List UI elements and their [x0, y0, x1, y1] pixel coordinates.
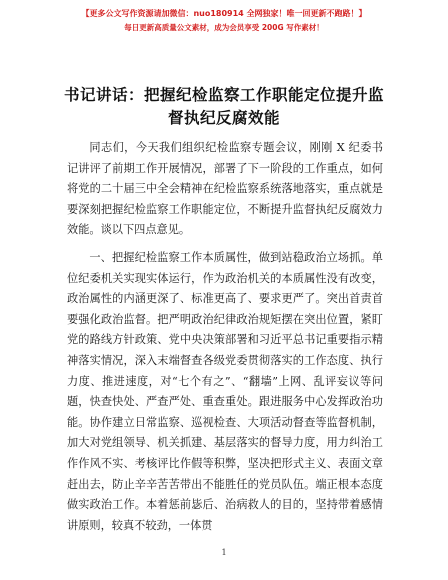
banner-line-2: 每日更新高质量公文素材，成为会员享受 200G 写作素材！	[124, 23, 324, 32]
promo-banner	[0, 8, 448, 34]
page-number: 1	[221, 548, 227, 557]
paragraph: 一、把握纪检监察工作本质属性，做到站稳政治立场抓。单位纪委机关实现实体运行，作为政治机关的本质属性没有改变，政治属性的内涵更深了、标准更高了、要求更严了。突出首责首要强化政治监督。把严明政治纪律政治规矩摆在突出位置，紧盯党的路线方针政策、党中央决策部署和习近平总书记重要指示精神落实情况，深入末端督查各级党委贯彻落实的工作态度、执行力度、推进速度，对“七个有之”、“翻墙”上网、乱评妄议等问题，快查快处、严查严处、重查重处。跟进服务中心发挥政治功能。协作建立日常监察、巡视检查、大项活动督查等监督机制，加大对党组领导、机关抓建、基层落实的督导力度，用力纠治工作作风不实、考核评比作假等积弊，坚决把形式主义、表面文章赶出去，防止辛辛苦苦带出不能胜任的党员队伍。端正根本态度做实政治工作。本着惩前毖后、治病救人的目的，坚持带着感情讲原则，较真不较劲，一体贯	[67, 250, 383, 532]
banner-line-1: 【更多公文写作资源请加微信：nuo180914 全网独家！唯一回更新不跑路！】	[81, 9, 367, 18]
paragraph: 同志们，今天我们组织纪检监察专题会议，刚刚 X 纪委书记讲评了前期工作开展情况，部署了下一阶段的工作重点，如何将党的二十届三中全会精神在纪检监察系统落地落实，重点就是要深刻把握纪检监察工作职能定位，不断提升监督执纪反腐效力效能。谈以下四点意见。	[67, 141, 383, 237]
document-body	[67, 138, 383, 543]
document-title: 书记讲话：把握纪检监察工作职能定位提升监督执纪反腐效能	[63, 86, 384, 127]
